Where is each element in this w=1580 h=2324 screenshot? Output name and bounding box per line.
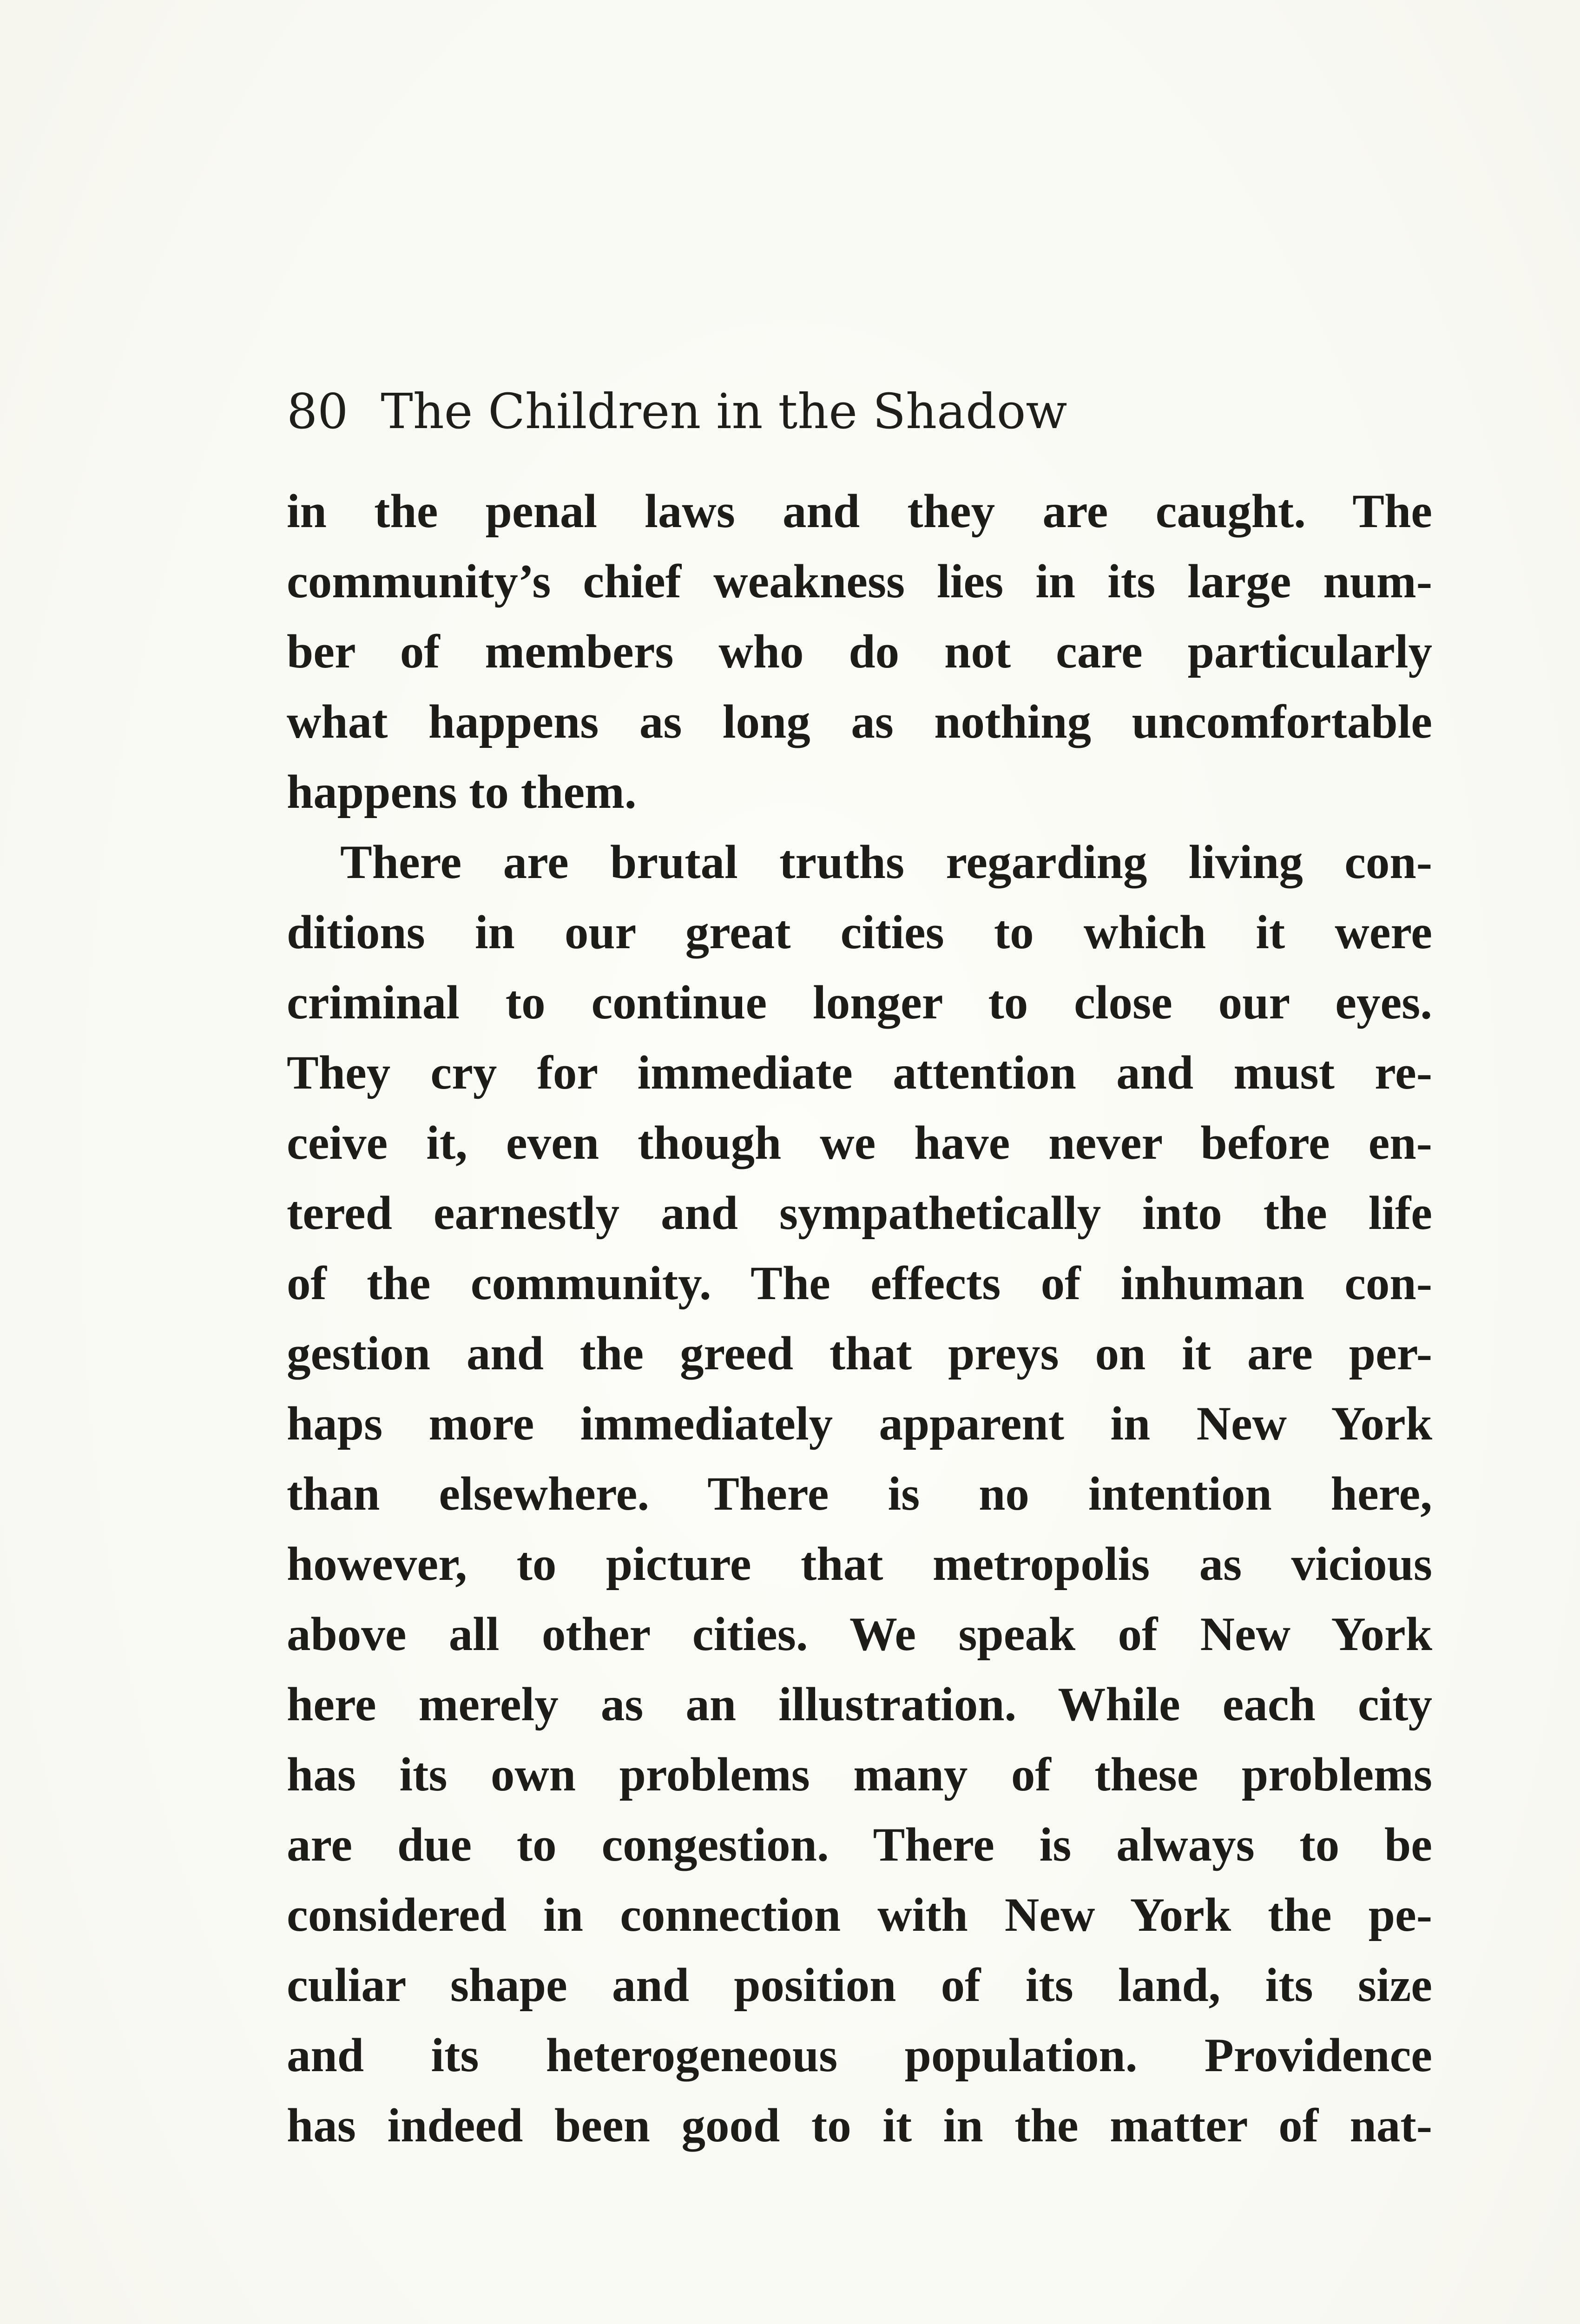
text-line: has indeed been good to it in the matter of nat-: [287, 2099, 1432, 2152]
text-line: There are brutal truths regarding living con-: [340, 836, 1432, 889]
page-number: 80: [287, 383, 349, 440]
text-line: tered earnestly and sympathetically into the life: [287, 1187, 1432, 1240]
text-line: ditions in our great cities to which it were: [287, 906, 1432, 959]
text-line: however, to picture that metropolis as vicious: [287, 1538, 1432, 1591]
book-title: The Children in the Shadow: [381, 383, 1067, 440]
text-line: criminal to continue longer to close our eyes.: [287, 976, 1432, 1029]
text-line: haps more immediately apparent in New York: [287, 1397, 1432, 1450]
text-line: above all other cities. We speak of New York: [287, 1608, 1432, 1661]
running-head: [287, 376, 1263, 446]
text-line: than elsewhere. There is no intention here,: [287, 1467, 1432, 1520]
text-line: gestion and the greed that preys on it are per-: [287, 1327, 1432, 1380]
text-line: in the penal laws and they are caught. The: [287, 485, 1432, 538]
text-line: community’s chief weakness lies in its large num-: [287, 555, 1432, 608]
body-text: [287, 476, 1432, 2161]
text-line: what happens as long as nothing uncomfortable: [287, 695, 1432, 748]
text-line: are due to congestion. There is always to be: [287, 1818, 1432, 1871]
text-line: considered in connection with New York the pe-: [287, 1888, 1432, 1941]
text-line: here merely as an illustration. While each city: [287, 1678, 1432, 1731]
text-line: and its heterogeneous population. Providence: [287, 2029, 1432, 2082]
text-line: ceive it, even though we have never before en-: [287, 1116, 1432, 1169]
text-line: They cry for immediate attention and must re-: [287, 1046, 1432, 1099]
text-line: culiar shape and position of its land, its size: [287, 1959, 1432, 2012]
text-line: ber of members who do not care particularly: [287, 625, 1432, 678]
text-line: happens to them.: [287, 766, 637, 819]
text-line: has its own problems many of these problems: [287, 1748, 1432, 1801]
text-line: of the community. The effects of inhuman con-: [287, 1257, 1432, 1310]
